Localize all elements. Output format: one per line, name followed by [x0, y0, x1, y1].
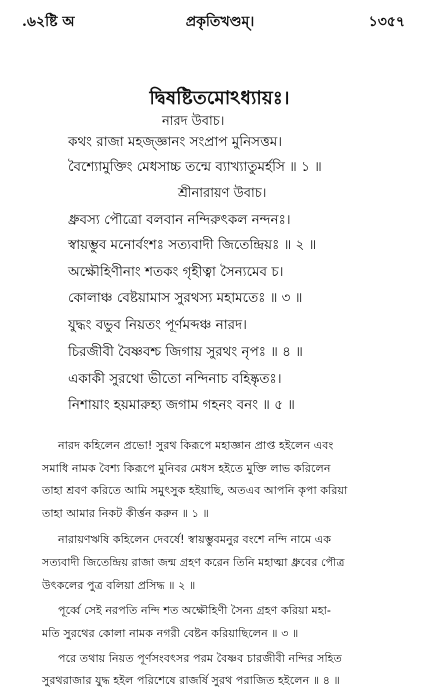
translation-line: পূর্ব্বে সেই নরপতি নন্দি শত অক্ষৌহিণী সৈন্য গ্রহণ করিয়া মহা-	[58, 604, 331, 617]
translation-line: পরে তথায় নিয়ত পূর্ণসংবৎসর পরম বৈষ্ণব চারজীবী নন্দির সহিত	[58, 652, 342, 665]
translation-line: সত্যবাদী জিতেন্দ্রিয় রাজা জন্ম গ্রহণ করেন তিনি মহাত্মা ধ্রুবের পৌত্র	[42, 556, 345, 569]
verse-line: চিরজীবী বৈষ্ণবশ্চ জিগায় সুরথং নৃপঃ ॥ ৪ ॥	[68, 344, 303, 360]
verse-line: অক্ষৌহিণীনাং শতকং গৃহীত্বা সৈন্যমেব চ।	[68, 264, 284, 280]
verse-line: একাকী সুরথো ভীতো নন্দিনাচ বহিষ্কৃতঃ।	[68, 371, 282, 387]
verse-line: যুদ্ধং বভুব নিয়তং পূর্ণমব্দঞ্চ নারদ।	[68, 317, 247, 333]
speaker-label: নারদ উবাচ।	[162, 114, 225, 129]
page-number: ১৩৫৭	[368, 14, 405, 30]
translation-line: উৎকলের পুত্র বলিয়া প্রসিদ্ধ ॥ ২ ॥	[42, 579, 196, 592]
verse-line: কোলাঞ্চ বেষ্টয়ামাস সুরথস্য মহামতেঃ ॥ ৩ ॥	[68, 290, 303, 306]
verse-line: বৈশ্যোমুক্তিং মেধসাচ্চ তন্মে ব্যাখ্যাতুমর্হসি ॥ ১ ॥	[68, 159, 322, 175]
translation-line: সমাধি নামক বৈশ্য কিরূপে মুনিবর মেধস হইতে মুক্তি লাভ করিলেন	[42, 462, 331, 475]
translation-line: নারদ কহিলেন প্রভো! সুরথ কিরূপে মহাজ্ঞান প্রাপ্ত হইলেন এবং	[58, 439, 334, 452]
chapter-title: দ্বিষষ্টিতমোঽধ্যায়ঃ।	[149, 87, 290, 109]
verse-line: ধ্রুবস্য পৌত্রো বলবান নন্দিরুৎকল নন্দনঃ।	[68, 212, 291, 228]
translation-line: তাহা আমার নিকট কীর্ত্তন করুন ॥ ১ ॥	[42, 507, 209, 520]
verse-line: স্বায়ম্ভুব মনোর্বংশঃ সত্যবাদী জিতেন্দ্রিয়ঃ ॥ ২ ॥	[68, 237, 317, 253]
section-title: প্রকৃতিখণ্ডম্।	[185, 14, 255, 30]
translation-line: নারায়ণঋষি কহিলেন দেবর্ষে! স্বায়ম্ভুবমনুর বংশে নন্দি নামে এক	[58, 533, 332, 546]
chapter-marker: .৬২ষ্টি অ	[22, 14, 75, 30]
translation-line: মতি সুরথের কোলা নামক নগরী বেষ্টন করিয়াছিলেন ॥ ৩ ॥	[42, 627, 299, 640]
speaker-label: শ্রীনারায়ণ উবাচ।	[178, 186, 267, 201]
verse-line: নিশায়াং হয়মারুহ্য জগাম গহনং বনং ॥ ৫ ॥	[68, 397, 295, 413]
verse-line: কথং রাজা মহজ্জ্ঞানং সংপ্রাপ মুনিসত্তম।	[68, 134, 283, 150]
translation-line: সুরথরাজার যুদ্ধ হইল পরিশেষে রাজর্ষি সুরথ পরাজিত হইলেন ॥ ৪ ॥	[42, 674, 340, 687]
translation-line: তাহা শ্রবণ করিতে আমি সমুৎসুক হইয়াছি, অতএব আপনি কৃপা করিয়া	[42, 484, 348, 497]
